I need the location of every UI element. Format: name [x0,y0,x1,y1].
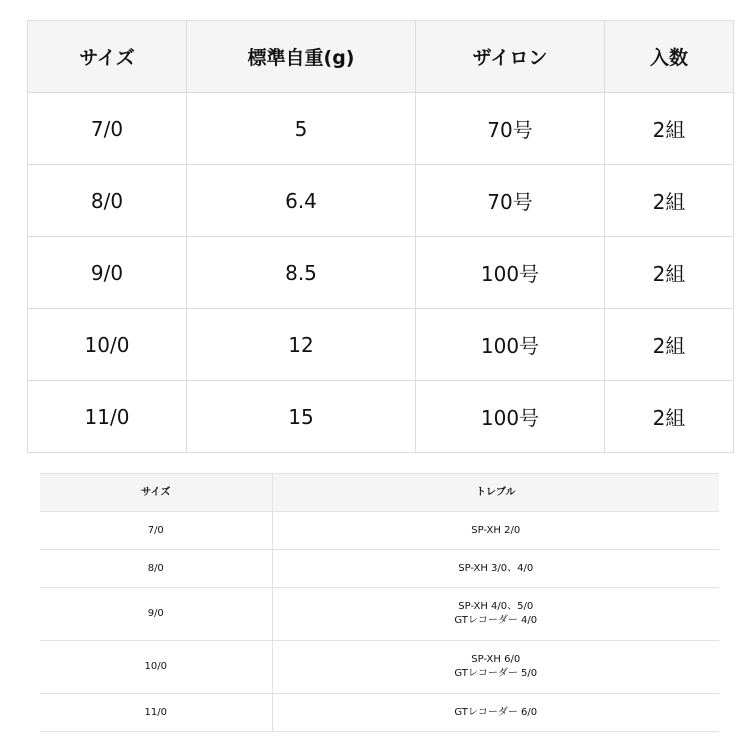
header-zylon: ザイロン [416,21,605,93]
treble-line: SP-XH 3/0、4/0 [458,562,534,574]
treble-table-header-row [40,474,719,512]
cell-treble [272,512,719,550]
spec-table [27,20,734,453]
treble-line: GTレコーダー 6/0 [454,706,538,718]
cell-zylon: 100号 [416,237,605,309]
treble-line: SP-XH 4/0、5/0 [458,601,534,612]
treble-line: GTレコーダー 4/0 [454,615,538,626]
table-row [40,550,719,588]
cell-size: 10/0 [28,309,187,381]
cell-zylon: 70号 [416,165,605,237]
cell-treble [272,694,719,732]
header-size: サイズ [40,474,272,512]
table-row [28,237,734,309]
cell-weight: 6.4 [187,165,416,237]
header-treble: トレブル [272,474,719,512]
table-row [28,381,734,453]
cell-zylon: 100号 [416,309,605,381]
table-row [28,309,734,381]
cell-quantity: 2組 [605,309,734,381]
header-size: サイズ [28,21,187,93]
treble-table [40,473,719,732]
cell-weight: 15 [187,381,416,453]
cell-quantity: 2組 [605,93,734,165]
cell-treble [272,550,719,588]
header-quantity: 入数 [605,21,734,93]
header-weight: 標準自重(g) [187,21,416,93]
treble-line: SP-XH 2/0 [471,524,521,536]
cell-weight: 8.5 [187,237,416,309]
cell-weight: 5 [187,93,416,165]
spec-table-header-row [28,21,734,93]
cell-zylon: 70号 [416,93,605,165]
cell-quantity: 2組 [605,381,734,453]
cell-treble [272,588,719,641]
cell-size: 7/0 [40,512,272,550]
cell-treble [272,641,719,694]
table-row [28,165,734,237]
cell-size: 10/0 [40,641,272,694]
cell-size: 11/0 [40,694,272,732]
table-row [28,93,734,165]
treble-line: GTレコーダー 5/0 [454,668,538,679]
cell-quantity: 2組 [605,165,734,237]
cell-size: 9/0 [28,237,187,309]
cell-size: 8/0 [40,550,272,588]
cell-weight: 12 [187,309,416,381]
treble-line: SP-XH 6/0 [471,654,521,665]
cell-size: 11/0 [28,381,187,453]
cell-size: 7/0 [28,93,187,165]
cell-quantity: 2組 [605,237,734,309]
table-row [40,694,719,732]
cell-zylon: 100号 [416,381,605,453]
cell-size: 8/0 [28,165,187,237]
table-row [40,588,719,641]
table-row [40,512,719,550]
table-row [40,641,719,694]
cell-size: 9/0 [40,588,272,641]
